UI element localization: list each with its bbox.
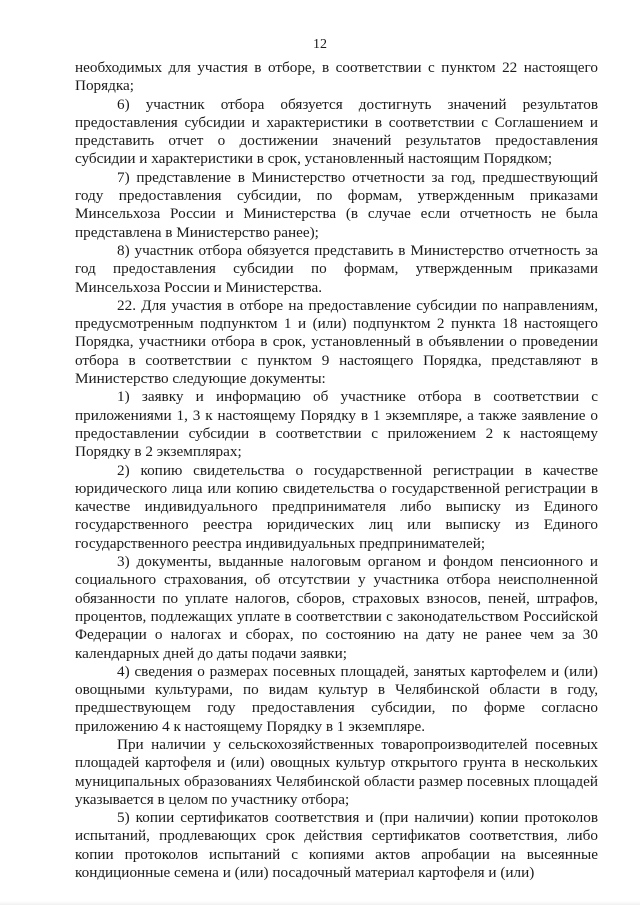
paragraph-item-8: 8) участник отбора обязуется представить в Министерство отчетность за год предоставления субсидии по формам, утвержденным приказами Минсельхоза России и Министерства. — [75, 241, 598, 296]
paragraph-doc-3: 3) документы, выданные налоговым органом и фондом пенсионного и социального страхования, об отсутствии у участника отбора неисполненной обязанности по уплате налогов, сборов, страховых взносов, пеней, штрафов, процентов, подлежащих уплате в соответствии с законодательством Российской Федерации о налогах и сборах, по состоянию на дату не ранее чем за 30 календарных дней до даты подачи заявки; — [75, 553, 598, 662]
paragraph-doc-4: 4) сведения о размерах посевных площадей, занятых картофелем и (или) овощными культурами, по видам культур в Челябинской области в году, предшествующем году предоставления субсидии, по форме согласно приложению 4 к настоящему Порядку в 1 экземпляре. — [75, 662, 598, 735]
paragraph-clause-22: 22. Для участия в отборе на предоставление субсидии по направлениям, предусмотренным подпунктом 1 и (или) подпунктом 2 пункта 18 настоящего Порядка, участники отбора в срок, установленный в объявлении о проведении отбора в соответствии с пунктом 9 настоящего Порядка, представляют в Министерство следующие документы: — [75, 296, 598, 388]
document-body — [75, 59, 598, 882]
paragraph-note: При наличии у сельскохозяйственных товаропроизводителей посевных площадей картофеля и (или) овощных культур открытого грунта в нескольких муниципальных образованиях Челябинской области размер посевных площадей указывается в целом по участнику отбора; — [75, 735, 598, 808]
paragraph-item-6: 6) участник отбора обязуется достигнуть значений результатов предоставления субсидии и характеристики в соответствии с Соглашением и представить отчет о достижении значений результатов предоставления субсидии и характеристики в срок, установленный настоящим Порядком; — [75, 95, 598, 168]
paragraph-doc-5: 5) копии сертификатов соответствия и (при наличии) копии протоколов испытаний, продлевающих срок действия сертификатов соответствия, либо копии протоколов испытаний с копиями актов апробации на высеянные кондиционные семена и (или) посадочный материал картофеля и (или) — [75, 809, 598, 882]
page-number: 12 — [313, 37, 327, 52]
scan-bottom-edge — [0, 901, 640, 905]
paragraph-item-7: 7) представление в Министерство отчетности за год, предшествующий году предоставления субсидии, по формам, утвержденным приказами Минсельхоза России и Министерства (в случае если отчетность не была представлена в Министерство ранее); — [75, 168, 598, 241]
paragraph-continuation: необходимых для участия в отборе, в соответствии с пунктом 22 настоящего Порядка; — [75, 59, 598, 95]
paragraph-doc-1: 1) заявку и информацию об участнике отбора в соответствии с приложениями 1, 3 к настоящему Порядку в 1 экземпляре, а также заявление о предоставлении субсидии в соответствии с приложением 2 к настоящему Порядку в 2 экземплярах; — [75, 388, 598, 461]
paragraph-doc-2: 2) копию свидетельства о государственной регистрации в качестве юридического лица или копию свидетельства о государственной регистрации в качестве индивидуального предпринимателя либо выписку из Единого государственного реестра юридических лиц или выписку из Единого государственного реестра индивидуальных предпринимателей; — [75, 461, 598, 552]
